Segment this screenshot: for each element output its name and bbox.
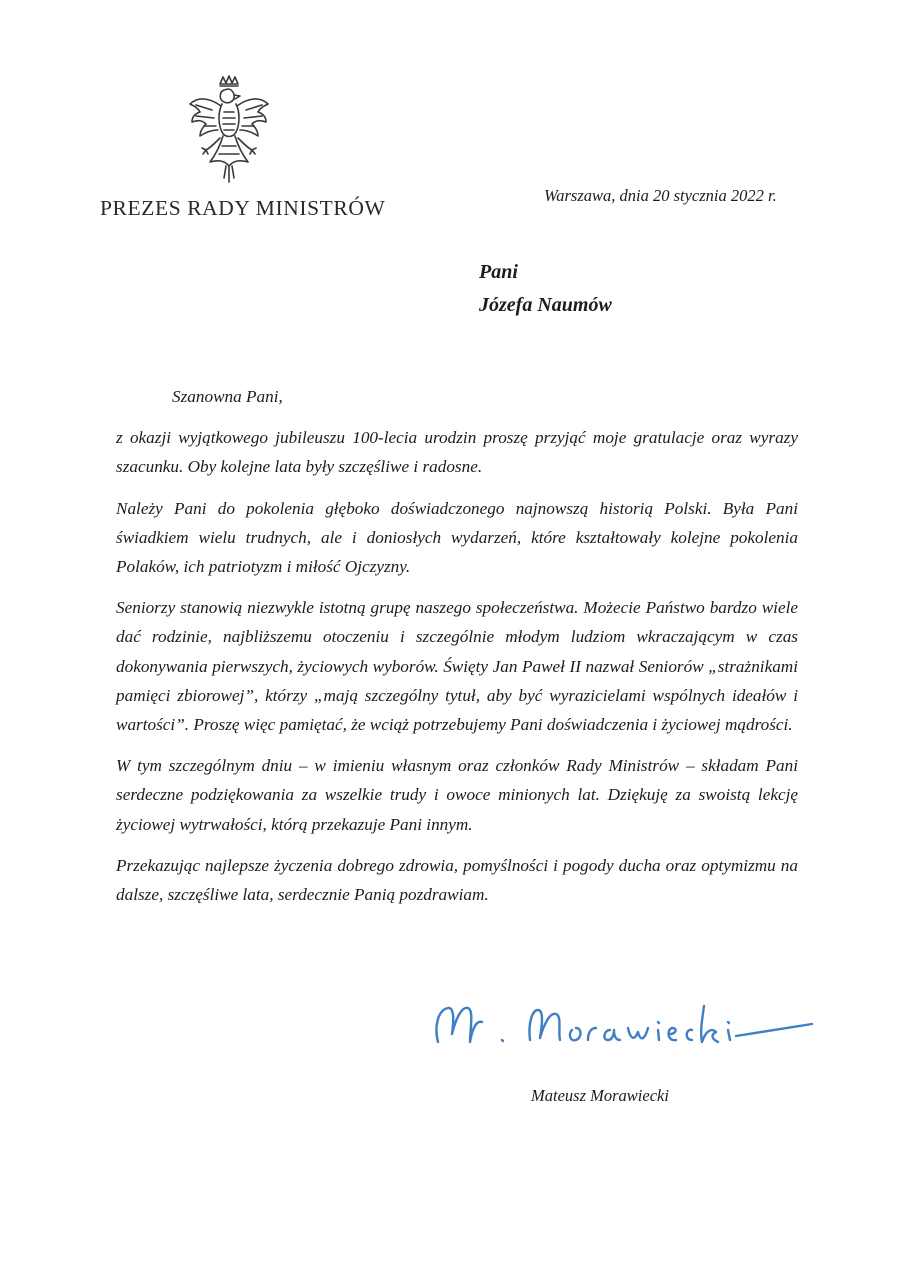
letter-date: Warszawa, dnia 20 stycznia 2022 r. (544, 186, 777, 205)
letter-body (116, 382, 798, 921)
salutation: Szanowna Pani, (172, 387, 283, 406)
recipient-honorific: Pani (479, 261, 518, 283)
eagle-emblem-icon (186, 74, 272, 186)
recipient-block (479, 256, 612, 322)
handwritten-signature (430, 990, 820, 1060)
recipient-name: Józefa Naumów (479, 294, 612, 316)
paragraph-1: z okazji wyjątkowego jubileuszu 100-lecia urodzin proszę przyjąć moje gratulacje oraz wyrazy szacunku. Oby kolejne lata były szczęśliwe i radosne. (116, 428, 798, 477)
letterhead-title: PREZES RADY MINISTRÓW (100, 196, 386, 220)
paragraph-3: Seniorzy stanowią niezwykle istotną grupę naszego społeczeństwa. Możecie Państwo bardzo wiele dać rodzinie, najbliższemu otoczeniu i szczególnie młodym ludziom wkraczającym w czas dokonywania pierwszych, życiowych wyborów. Święty Jan Paweł II nazwał Seniorów „strażnikami pamięci zbiorowej”, którzy „mają szczególny tytuł, aby być wyrazicielami wspólnych ideałów i wartości”. Proszę więc pamiętać, że wciąż potrzebujemy Pani doświadczenia i życiowej mądrości. (116, 598, 798, 735)
paragraph-2: Należy Pani do pokolenia głęboko doświadczonego najnowszą historią Polski. Była Pani świadkiem wielu trudnych, ale i doniosłych wydarzeń, które kształtowały kolejne pokolenia Polaków, ich patriotyzm i miłość Ojczyzny. (116, 498, 798, 577)
paragraph-4: W tym szczególnym dniu – w imieniu własnym oraz członków Rady Ministrów – składam Pani serdeczne podziękowania za wszelkie trudy i owoce minionych lat. Dziękuję za swoistą lekcję życiowej wytrwałości, którą przekazuje Pani innym. (116, 756, 798, 834)
signer-name: Mateusz Morawiecki (531, 1086, 669, 1105)
paragraph-5: Przekazując najlepsze życzenia dobrego zdrowia, pomyślności i pogody ducha oraz optymizmu na dalsze, szczęśliwe lata, serdecznie Panią pozdrawiam. (116, 855, 798, 905)
